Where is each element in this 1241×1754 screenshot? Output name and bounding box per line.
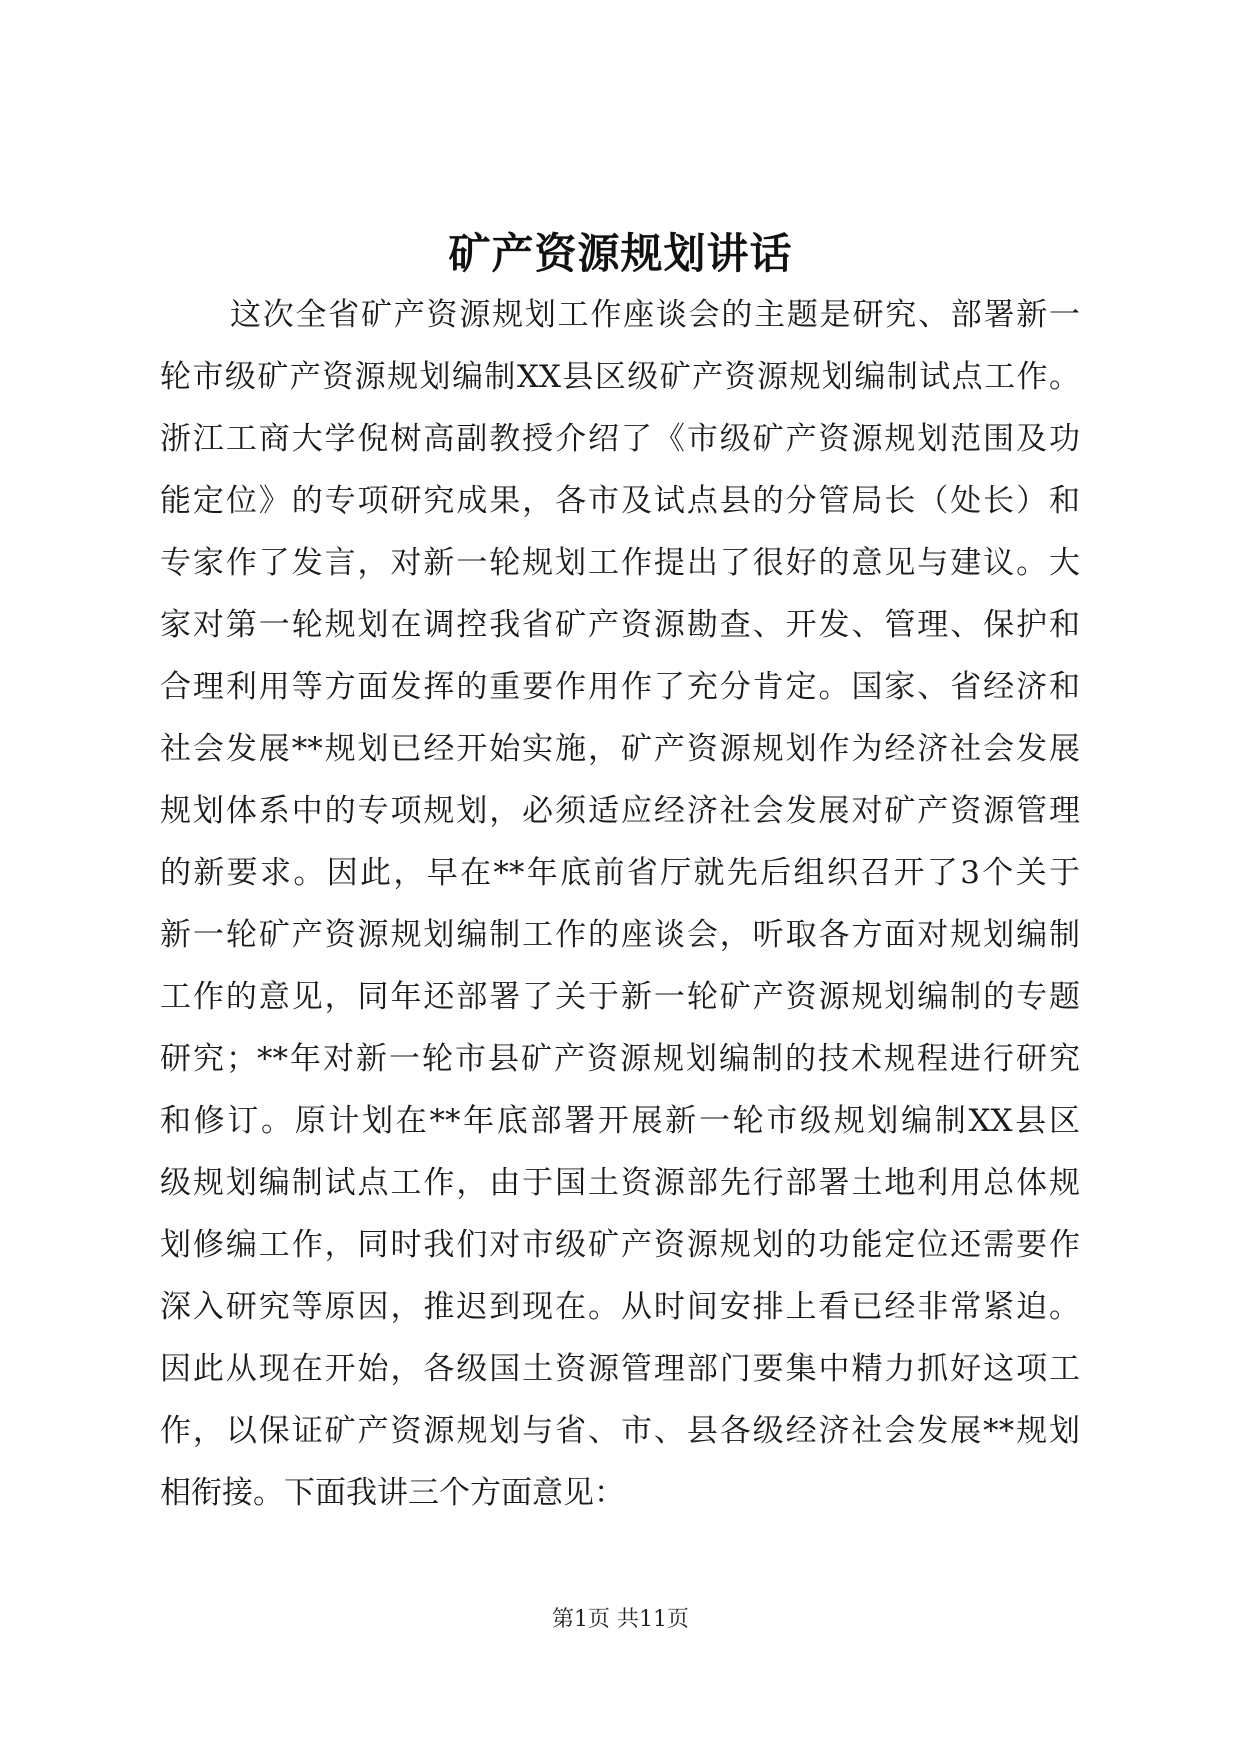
body-line: 级规划编制试点工作，由于国土资源部先行部署土地利用总体规: [160, 1165, 1080, 1201]
body-line: 这次全省矿产资源规划工作座谈会的主题是研究、部署新一: [230, 297, 1080, 333]
body-line: 和修订。原计划在**年底部署开展新一轮市级规划编制XX县区: [160, 1103, 1080, 1139]
body-line: 相衔接。下面我讲三个方面意见：: [160, 1475, 625, 1511]
body-line: 新一轮矿产资源规划编制工作的座谈会，听取各方面对规划编制: [160, 917, 1080, 953]
body-line: 社会发展**规划已经开始实施，矿产资源规划作为经济社会发展: [160, 731, 1080, 767]
body-line: 作，以保证矿产资源规划与省、市、县各级经济社会发展**规划: [160, 1413, 1080, 1449]
body-line: 规划体系中的专项规划，必须适应经济社会发展对矿产资源管理: [160, 793, 1080, 829]
body-line: 专家作了发言，对新一轮规划工作提出了很好的意见与建议。大: [160, 545, 1080, 581]
body-line: 工作的意见，同年还部署了关于新一轮矿产资源规划编制的专题: [160, 979, 1080, 1015]
body-line: 能定位》的专项研究成果，各市及试点县的分管局长（处长）和: [160, 483, 1080, 519]
body-line: 家对第一轮规划在调控我省矿产资源勘查、开发、管理、保护和: [160, 607, 1080, 643]
body-line: 研究；**年对新一轮市县矿产资源规划编制的技术规程进行研究: [160, 1041, 1080, 1077]
body-paragraph: [160, 284, 1080, 1524]
body-line: 划修编工作，同时我们对市级矿产资源规划的功能定位还需要作: [160, 1227, 1080, 1263]
document-title: 矿产资源规划讲话: [448, 229, 793, 278]
body-line: 因此从现在开始，各级国土资源管理部门要集中精力抓好这项工: [160, 1351, 1080, 1387]
body-line: 合理利用等方面发挥的重要作用作了充分肯定。国家、省经济和: [160, 669, 1080, 705]
page-number-footer: 第1页 共11页: [552, 1607, 689, 1632]
body-line: 浙江工商大学倪树高副教授介绍了《市级矿产资源规划范围及功: [160, 421, 1080, 457]
body-line: 轮市级矿产资源规划编制XX县区级矿产资源规划编制试点工作。: [160, 359, 1080, 395]
body-line: 深入研究等原因，推迟到现在。从时间安排上看已经非常紧迫。: [160, 1289, 1080, 1325]
body-line: 的新要求。因此，早在**年底前省厅就先后组织召开了3个关于: [160, 855, 1080, 891]
